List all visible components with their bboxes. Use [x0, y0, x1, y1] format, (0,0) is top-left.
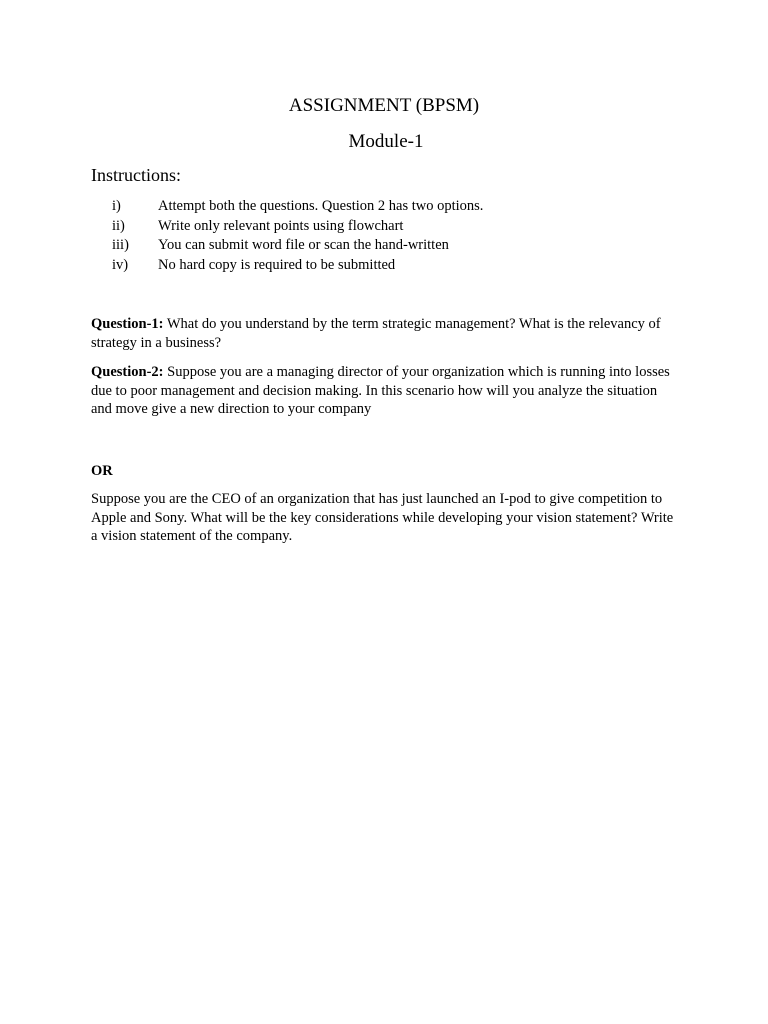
or-separator: OR — [91, 463, 113, 479]
question-2-alternative: Suppose you are the CEO of an organization that has just launched an I-pod to give competition to Apple and Sony. What will be the key considerations while developing your vision statement? Write a vision statement of the company. — [91, 491, 674, 544]
question-2-label: Question-2: — [91, 364, 164, 380]
document-title: ASSIGNMENT (BPSM) — [288, 95, 480, 116]
instruction-item — [91, 236, 691, 256]
question-1-text: What do you understand by the term strategic management? What is the relevancy of strategy in a business? — [91, 316, 661, 351]
instruction-item — [91, 217, 691, 237]
instruction-item — [91, 197, 691, 217]
instructions-list — [91, 197, 691, 275]
question-1 — [91, 315, 681, 352]
question-2-text: Suppose you are a managing director of your organization which is running into losses due to poor management and decision making. In this scenario how will you analyze the situation and move give a new direction to your company — [91, 364, 670, 417]
instruction-text: Attempt both the questions. Question 2 has two options. — [158, 198, 484, 214]
question-1-label: Question-1: — [91, 316, 164, 332]
instruction-number: ii) — [112, 217, 125, 234]
question-2 — [91, 363, 681, 419]
module-title: Module-1 — [348, 131, 424, 152]
instruction-text: You can submit word file or scan the hand-written — [158, 237, 449, 253]
instruction-text: No hard copy is required to be submitted — [158, 256, 396, 273]
instruction-text: Write only relevant points using flowchart — [158, 217, 404, 234]
instruction-number: iii) — [112, 237, 129, 253]
instructions-heading: Instructions: — [91, 165, 181, 185]
instruction-number: iv) — [112, 256, 129, 273]
instruction-item — [91, 256, 691, 276]
instruction-number: i) — [112, 198, 121, 214]
